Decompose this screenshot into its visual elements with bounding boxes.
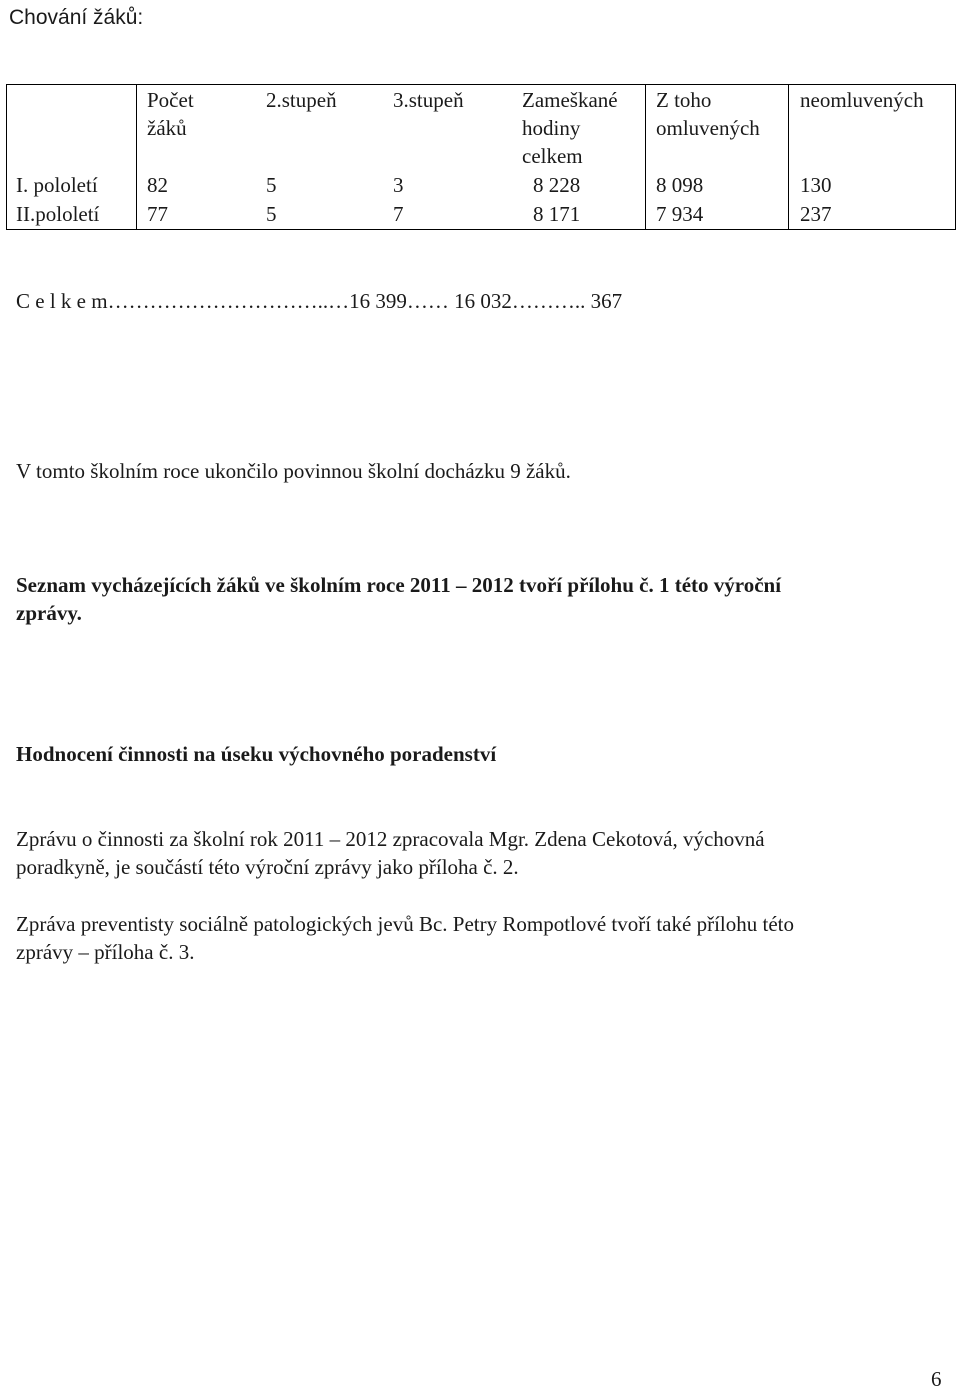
table-border-top [6,84,956,85]
table-border-right [955,84,956,230]
header-neomluvenych: neomluvených [800,88,924,112]
paragraph-counselor-report: poradkyně, je součástí této výroční zprávy jako příloha č. 2. [16,855,519,879]
page-number: 6 [931,1367,942,1391]
table-col-divider [136,84,137,230]
header-zameskane: celkem [522,144,583,168]
table-border-bottom [6,229,956,230]
table-cell: 5 [266,173,277,197]
table-cell: 77 [147,202,168,226]
table-cell: 7 [393,202,404,226]
table-cell: 237 [800,202,832,226]
header-omluvenych: omluvených [656,116,760,140]
paragraph-prevention-report: zprávy – příloha č. 3. [16,940,195,964]
table-cell: 130 [800,173,832,197]
header-stupen3: 3.stupeň [393,88,464,112]
table-border-left [6,84,7,230]
table-cell: 8 098 [656,173,704,197]
table-cell: 3 [393,173,404,197]
header-stupen2: 2.stupeň [266,88,337,112]
header-pocet: Počet [147,88,194,112]
header-zameskane: hodiny [522,116,581,140]
table-col-divider [645,84,646,230]
paragraph-counselor-report: Zprávu o činnosti za školní rok 2011 – 2012 zpracovala Mgr. Zdena Cekotová, výchovná [16,827,765,851]
table-cell: 8 228 [533,173,581,197]
section-title: Chování žáků: [9,6,144,29]
section-heading: Hodnocení činnosti na úseku výchovného poradenství [16,742,497,766]
total-line: C e l k e m…………………………..…16 399…… 16 032……….. 367 [16,289,623,313]
graduates-list-note: zprávy. [16,601,82,625]
row-label: II.pololetí [16,202,100,226]
header-zameskane: Zameškané [522,88,618,112]
table-cell: 5 [266,202,277,226]
row-label: I. pololetí [16,173,98,197]
table-cell: 7 934 [656,202,704,226]
table-cell: 8 171 [533,202,581,226]
header-omluvenych: Z toho [656,88,712,112]
table-cell: 82 [147,173,168,197]
paragraph-prevention-report: Zpráva preventisty sociálně patologických jevů Bc. Petry Rompotlové tvoří také přílohu této [16,912,794,936]
paragraph-compulsory-attendance: V tomto školním roce ukončilo povinnou školní docházku 9 žáků. [16,459,571,483]
graduates-list-note: Seznam vycházejících žáků ve školním roce 2011 – 2012 tvoří přílohu č. 1 této výroční [16,573,782,597]
table-col-divider [788,84,789,230]
header-pocet: žáků [147,116,187,140]
